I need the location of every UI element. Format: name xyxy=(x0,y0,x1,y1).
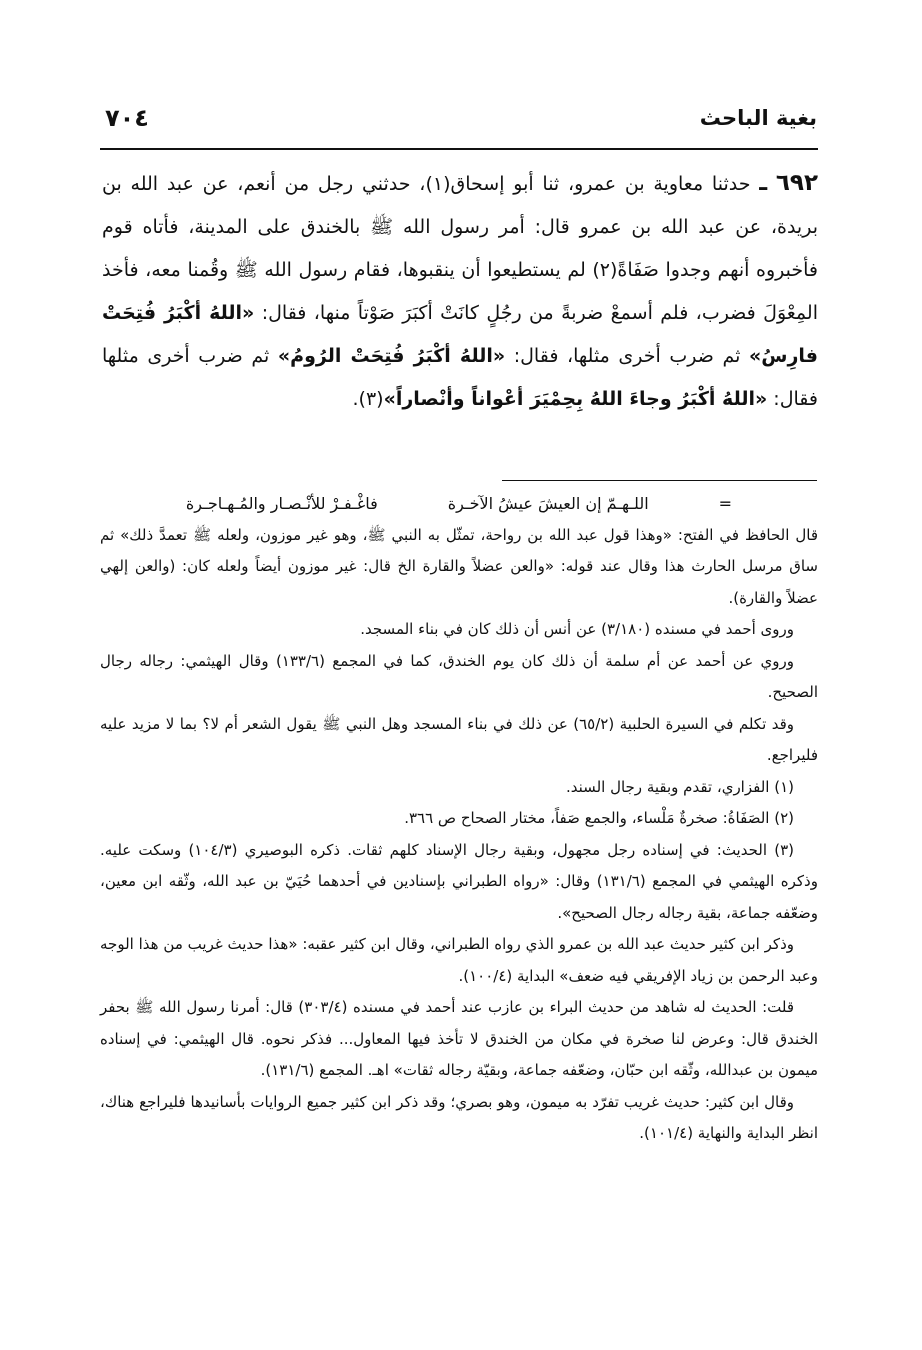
hadith-text-3: ثم ضرب أخرى مثلها فقال: xyxy=(102,345,818,410)
hadith-text-4: (٣). xyxy=(352,388,384,410)
hadith-quote-2: «اللهُ أكْبَرُ فُتِحَتْ الرُومُ» xyxy=(277,345,506,367)
footnote-paragraph: وروى أحمد في مسنده (٣/١٨٠) عن أنس أن ذلك كان في بناء المسجد. xyxy=(360,620,794,638)
footnote-paragraph: قلت: الحديث له شاهد من حديث البراء بن عازب عند أحمد في مسنده (٣٠٣/٤) قال: أمرنا رسول الله ﷺ بحفر الخندق قال: وعرض لنا صخرة في مكان من الخندق لا تأخذ فيها المعاول... فذكر نحوه. قال الهيثمي: في إسناده ميمون بن عبدالله، وثّقه ابن حبّان، وضعّفه جماعة، وبقيّة رجاله ثقات» اهـ. المجمع (١٣١/٦). xyxy=(100,998,818,1079)
verse-hemistich-1: اللـهـمّ إن العيشَ عيشُ الآخـرة xyxy=(447,494,649,513)
footnote-paragraph: وقال ابن كثير: حديث غريب تفرّد به ميمون، وهو بصري؛ وقد ذكر ابن كثير جميع الروايات بأسانيدها فليراجع هناك، انظر البداية والنهاية (١٠١/٤). xyxy=(100,1092,818,1142)
hadith-text-2: ثم ضرب أخرى مثلها، فقال: xyxy=(513,345,741,367)
footnote-paragraph: وذكر ابن كثير حديث عبد الله بن عمرو الذي رواه الطبراني، وقال ابن كثير عقبه: «هذا حديث غريب من هذا الوجه وعبد الرحمن بن زياد الإفريقي فيه ضعف» البداية (١٠٠/٤). xyxy=(100,935,818,985)
footnote-1: (١) الفزاري، تقدم وبقية رجال السند. xyxy=(566,777,794,796)
footnote-paragraph: وروي عن أحمد عن أم سلمة أن ذلك كان يوم الخندق، كما في المجمع (١٣٣/٦) وقال الهيثمي: رجاله رجال الصحيح. xyxy=(100,651,818,701)
hadith-text-1: حدثنا معاوية بن عمرو، ثنا أبو إسحاق(١)، حدثني رجل من أنعم، عن عبد الله بن بريدة، عن عبد الله بن عمرو قال: أمر رسول الله ﷺ بالخندق على المدينة، فأتاه قوم فأخبروه أنهم وجدوا صَفَاةً(٢) لم يستطيعوا أن ينقبوها، فقام رسول الله ﷺ وقُمنا معه، فأخذ المِعْوَلَ فضرب، فلم أسمعْ ضربةً من رجُلٍ كانَتْ أكبَرَ صَوْتاً منها، فقال: xyxy=(102,173,818,324)
running-title: بغية الباحث xyxy=(699,106,817,130)
footnote-paragraph: وقد تكلم في السيرة الحلبية (٦٥/٢) عن ذلك في بناء المسجد وهل النبي ﷺ يقول الشعر أم لا؟ بما لا مزيد عليه فليراجع. xyxy=(100,714,818,764)
verse-marker: = xyxy=(718,494,733,513)
page-number: ٧٠٤ xyxy=(105,104,149,132)
hadith-body xyxy=(102,162,818,421)
header-rule xyxy=(100,148,818,150)
footnotes xyxy=(100,488,818,1150)
hadith-number: ٦٩٢ xyxy=(775,170,819,196)
hadith-quote-1: «اللهُ أكْبَرُ فُتِحَتْ فارِسُ» xyxy=(102,302,818,367)
footnote-separator xyxy=(502,480,817,481)
verse-hemistich-2: فاغْـفـرْ للأنْـصـار والمُـهـاجـرة xyxy=(185,494,378,513)
footnote-2: (٢) الصَفَاةُ: صخرةٌ مَلْساء، والجمع صَفاً، مختار الصحاح ص ٣٦٦. xyxy=(404,809,794,827)
hadith-quote-3: «اللهُ أكْبَرُ وجاءَ اللهُ بِحِمْيَرَ أعْواناً وأنْصاراً» xyxy=(383,388,768,410)
footnote-paragraph: قال الحافظ في الفتح: «وهذا قول عبد الله بن رواحة، تمثّل به النبي ﷺ، وهو غير موزون، ولعله ﷺ تعمدَّ ذلك» ثم ساق مرسل الحارث هذا وقال عند قوله: «والعن عضلاً والقارة الخ قال: غير موزون أيضاً ولعله كان: (والعن إلهي عضلاً والقارة). xyxy=(100,525,818,607)
page-header xyxy=(105,98,817,138)
footnote-3: (٣) الحديث: في إسناده رجل مجهول، وبقية رجال الإسناد كلهم ثقات. ذكره البوصيري (١٠٤/٣) وسكت عليه. وذكره الهيثمي في المجمع (١٣١/٦) وقال: «رواه الطبراني بإسنادين في أحدهما حُيَيّ بن عبد الله، وثّقه ابن معين، وضعّفه جماعة، بقية رجاله رجال الصحيح». xyxy=(100,840,818,922)
poem-verse xyxy=(100,488,818,520)
hadith-dash: ـ xyxy=(759,170,768,196)
